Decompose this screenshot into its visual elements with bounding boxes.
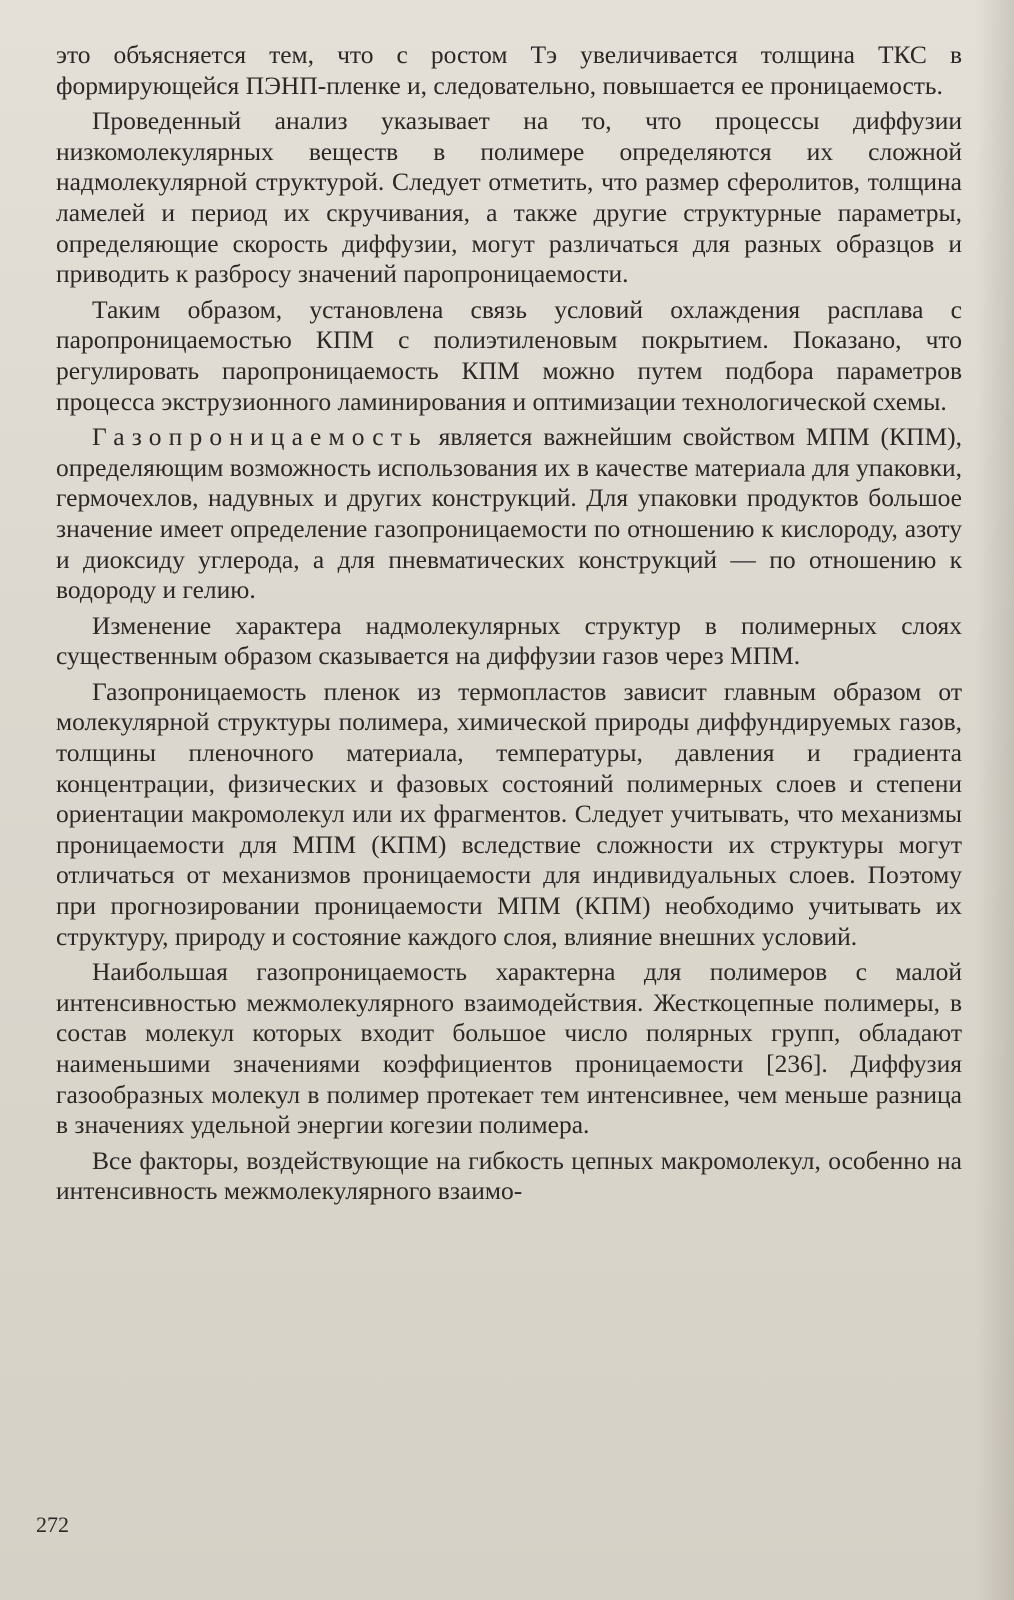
body-text — [56, 40, 962, 1212]
paragraph-5: Изменение характера надмолекулярных структур в полимерных слоях существенным образом сказывается на диффузии газов через МПМ. — [56, 610, 962, 671]
paragraph-3: Таким образом, установлена связь условий охлаждения расплава с паропроницаемостью КПМ с полиэтиленовым покрытием. Показано, что регулировать паропроницаемость КПМ можно путем подбора параметров процесса экструзионного ламинирования и оптимизации технологической схемы. — [56, 294, 962, 416]
paragraph-1: это объясняется тем, что с ростом Тэ увеличивается толщина ТКС в формирующейся ПЭНП-пленке и, следовательно, повышается ее проницаемость. — [56, 40, 962, 100]
paragraph-2: Проведенный анализ указывает на то, что процессы диффузии низкомолекулярных веществ в полимере определяются их сложной надмолекулярной структурой. Следует отметить, что размер сферолитов, толщина ламелей и период их скручивания, а также другие структурные параметры, определяющие скорость диффузии, могут различаться для разных образцов и приводить к разбросу значений паропроницаемости. — [56, 106, 962, 289]
paragraph-8: Все факторы, воздействующие на гибкость цепных макромолекул, особенно на интенсивность межмолекулярного взаимо- — [56, 1145, 962, 1206]
paragraph-6: Газопроницаемость пленок из термопластов зависит главным образом от молекулярной структуры полимера, химической природы диффундируемых газов, толщины пленочного материала, температуры, давления и градиента концентрации, физических и фазовых состояний полимерных слоев и степени ориентации макромолекул или их фрагментов. Следует учитывать, что механизмы проницаемости для МПМ (КПМ) вследствие сложности их структуры могут отличаться от механизмов проницаемости для индивидуальных слоев. Поэтому при прогнозировании проницаемости МПМ (КПМ) необходимо учитывать их структуру, природу и состояние каждого слоя, влияние внешних условий. — [56, 676, 962, 951]
paragraph-4 — [56, 422, 962, 606]
page-edge-shadow — [976, 0, 1014, 1600]
page-number: 272 — [36, 1512, 69, 1537]
paragraph-7: Наибольшая газопроницаемость характерна для полимеров с малой интенсивностью межмолекулярного взаимодействия. Жесткоцепные полимеры, в состав молекул которых входит большое число полярных групп, обладают наименьшими значениями коэффициентов проницаемости [236]. Диффузия газообразных молекул в полимер протекает тем интенсивнее, чем меньше разница в значениях удельной энергии когезии полимера. — [56, 957, 962, 1140]
emphasized-term: Газопроницаемость — [92, 422, 428, 452]
paragraph-4-text: является важнейшим свойством МПМ (КПМ), определяющим возможность использования их в качестве материала для упаковки, гермочехлов, надувных и других конструкций. Для упаковки продуктов большое значение имеет определение газопроницаемости по отношению к кислороду, азоту и диоксиду углерода, а для пневматических конструкций — по отношению к водороду и гелию. — [56, 422, 962, 605]
